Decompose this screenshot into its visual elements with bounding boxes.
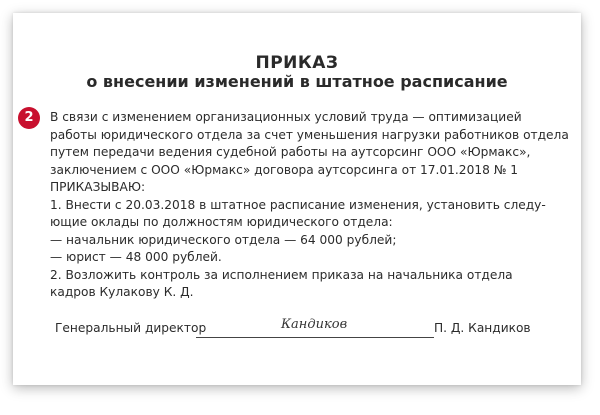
order-body — [50, 109, 570, 302]
body-line: — начальник юридического отдела — 64 000 рублей; — [50, 232, 397, 247]
signature-line — [196, 337, 434, 338]
body-line: ющие оклады по должностям юридического отдела: — [50, 215, 393, 229]
document-title: ПРИКАЗ — [255, 53, 339, 73]
body-line: — юрист — 48 000 рублей. — [50, 250, 222, 264]
step-number-badge: 2 — [18, 107, 40, 129]
body-line: ПРИКАЗЫВАЮ: — [50, 180, 146, 194]
body-line: заключением с ООО «Юрмакс» договора аутсорсинга от 17.01.2018 № 1 — [50, 162, 519, 177]
body-line: 1. Внести с 20.03.2018 в штатное расписание изменения, установить следу- — [50, 197, 546, 212]
signer-name: П. Д. Кандиков — [434, 321, 531, 335]
signer-role: Генеральный директор — [55, 321, 207, 335]
body-line: работы юридического отдела за счет уменьшения нагрузки работников отдела — [50, 127, 569, 142]
body-line: 2. Возложить контроль за исполнением приказа на начальника отдела — [50, 267, 513, 282]
body-line: кадров Кулакову К. Д. — [50, 285, 194, 299]
body-line: В связи с изменением организационных условий труда — оптимизацией — [50, 110, 522, 124]
document-sheet — [13, 13, 581, 385]
handwritten-signature: Кандиков — [281, 317, 348, 332]
body-line: путем передачи ведения судебной работы на аутсорсинг ООО «Юрмакс», — [50, 145, 531, 159]
document-subtitle: о внесении изменений в штатное расписание — [86, 72, 508, 91]
